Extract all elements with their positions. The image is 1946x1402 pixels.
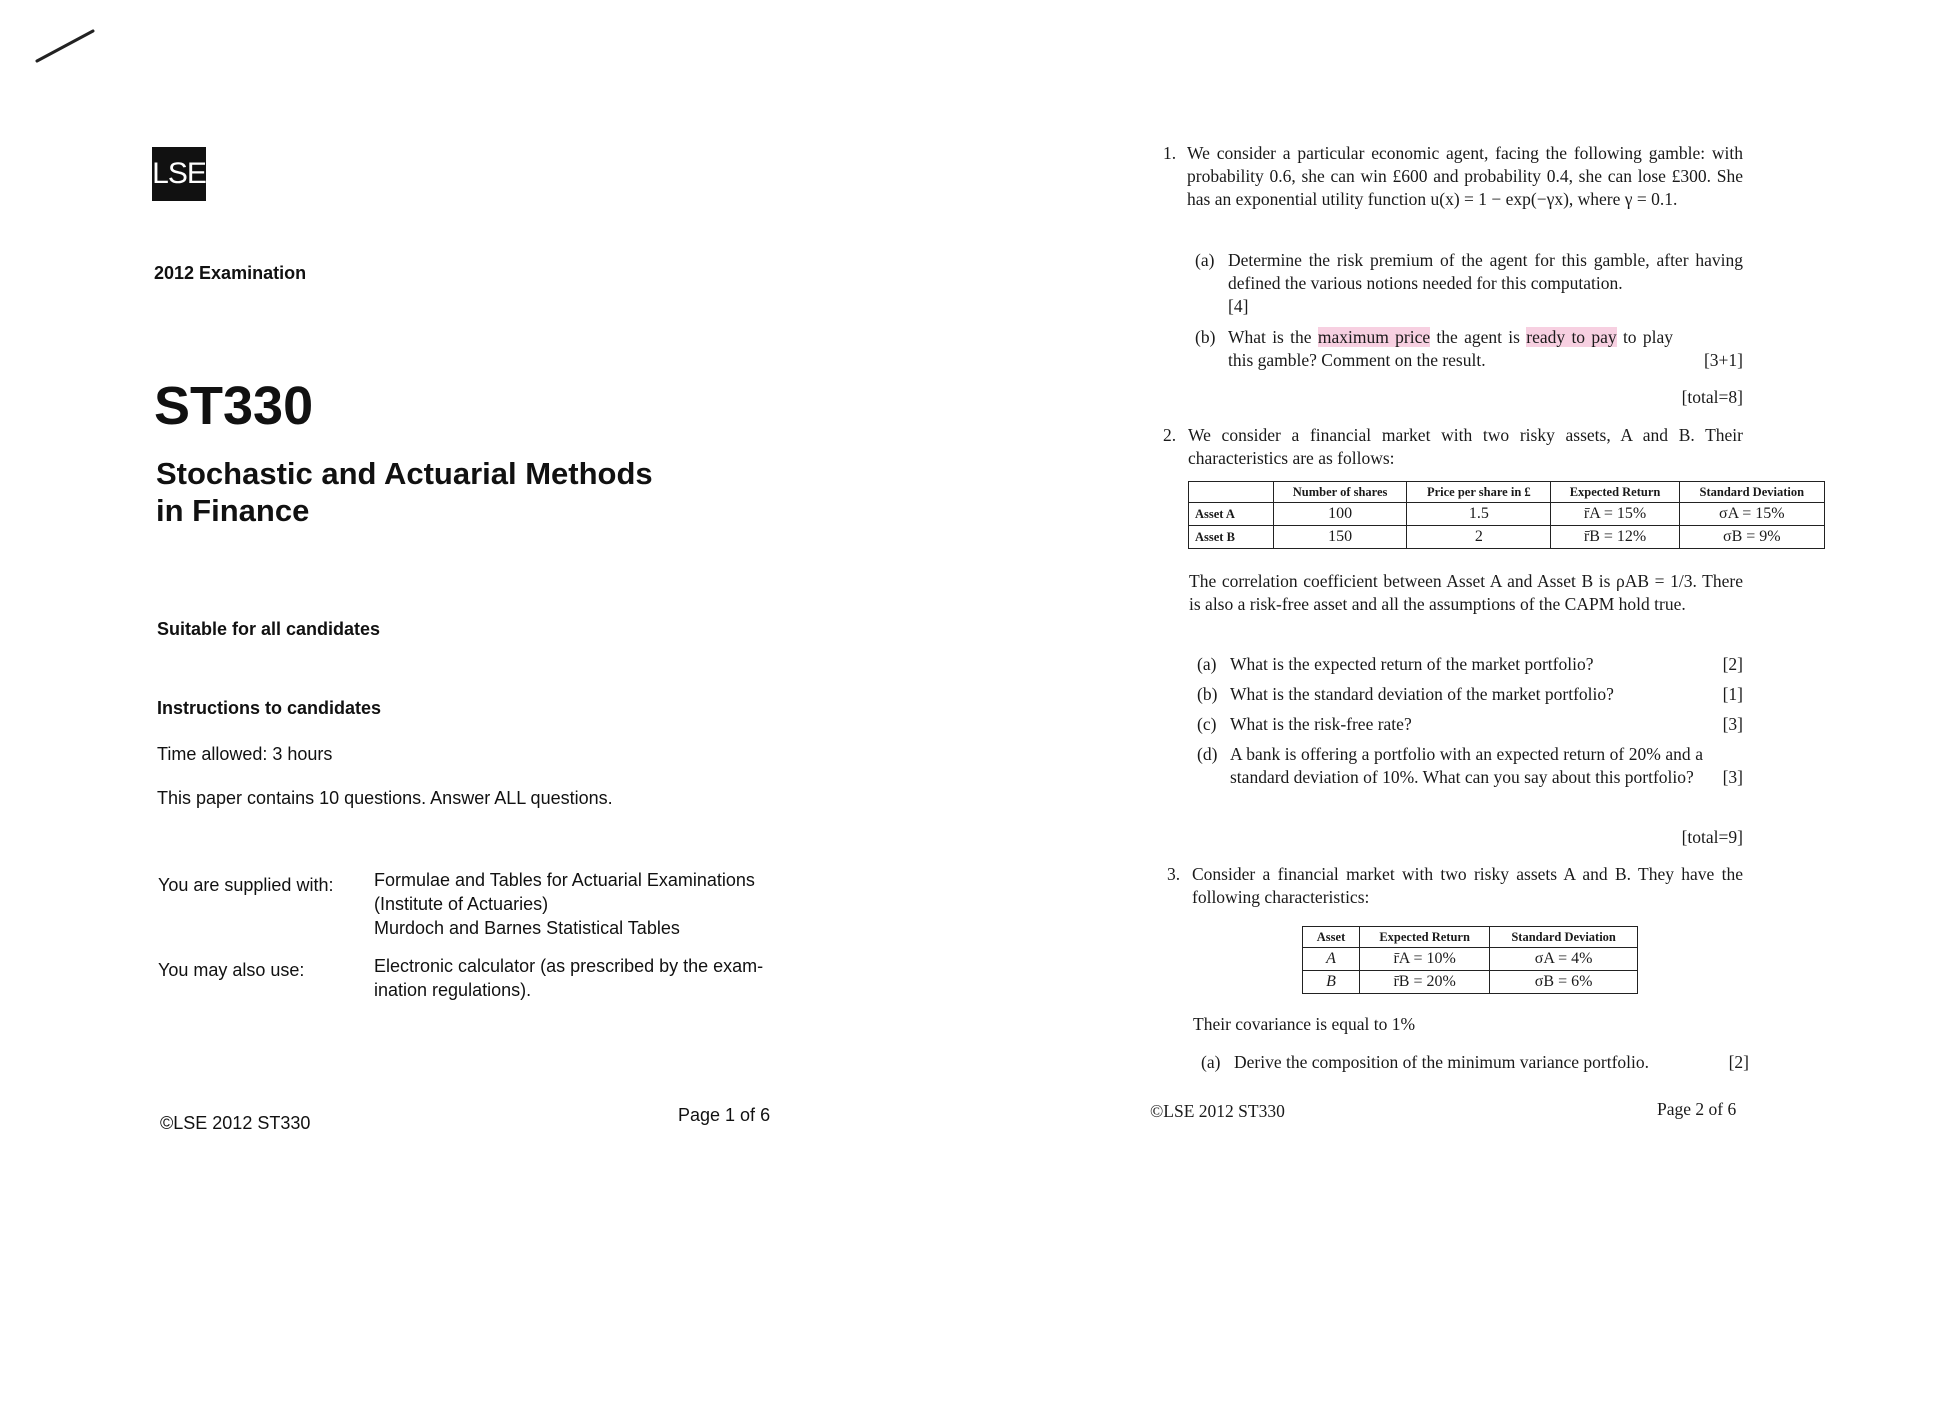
course-title-line1: Stochastic and Actuarial Methods xyxy=(156,456,653,491)
part-label: (d) xyxy=(1197,744,1218,764)
also-use-label: You may also use: xyxy=(158,960,305,980)
part-label: (b) xyxy=(1195,327,1216,347)
table-cell: r̄B = 12% xyxy=(1551,526,1679,549)
part-label: (a) xyxy=(1201,1052,1221,1072)
suitable-note: Suitable for all candidates xyxy=(157,619,381,639)
part-text: Derive the composition of the minimum variance portfolio. xyxy=(1234,1052,1650,1072)
table-cell: Asset A xyxy=(1189,503,1274,526)
part-label: (a) xyxy=(1197,654,1217,674)
question-3 xyxy=(1167,863,1743,909)
footer-copyright-right: ©LSE 2012 ST330 xyxy=(1150,1101,1285,1121)
question-2-parts xyxy=(1197,653,1743,789)
highlighted-text: maximum price xyxy=(1317,327,1431,347)
table-row xyxy=(1303,971,1638,994)
instructions-heading: Instructions to candidates xyxy=(157,698,382,718)
text-run: What is the xyxy=(1228,327,1318,347)
table-cell: σB = 9% xyxy=(1679,526,1824,549)
table-header-row xyxy=(1189,482,1825,503)
footer-copyright-left: ©LSE 2012 ST330 xyxy=(160,1113,311,1133)
part-label: (a) xyxy=(1195,250,1215,270)
course-title xyxy=(156,455,756,529)
supplied-item: Murdoch and Barnes Statistical Tables xyxy=(374,918,680,938)
table-cell: σA = 4% xyxy=(1490,948,1638,971)
lse-logo: LSE xyxy=(152,147,206,201)
part-text: A bank is offering a portfolio with an expected return of 20% and a standard deviation of 10%. What can you say about this portfolio? xyxy=(1230,744,1703,787)
question-text: We consider a particular economic agent, facing the following gamble: with probability 0.6, she can win £600 and probability 0.4, she can lose £300. She has an exponential utility function u(x) = 1 − exp(−γx), where γ = 0.1. xyxy=(1187,143,1743,209)
table-cell: 2 xyxy=(1407,526,1551,549)
table-header-cell: Expected Return xyxy=(1360,927,1490,948)
part-mark: [1] xyxy=(1722,684,1743,704)
question-2-total: [total=9] xyxy=(1681,827,1743,847)
part-mark: [3+1] xyxy=(1703,350,1743,370)
part-text: Determine the risk premium of the agent for this gamble, after having defined the various notions needed for this computation. xyxy=(1228,250,1743,293)
table-cell: r̄A = 10% xyxy=(1360,948,1490,971)
part-text: What is the expected return of the market portfolio? xyxy=(1230,654,1594,674)
question-part xyxy=(1197,713,1743,743)
table-row xyxy=(1189,526,1825,549)
table-row xyxy=(1189,503,1825,526)
table-header-cell: Price per share in £ xyxy=(1407,482,1551,503)
question-part xyxy=(1197,653,1743,683)
table-header-row xyxy=(1303,927,1638,948)
part-mark: [3] xyxy=(1722,767,1743,787)
asset-table-q2 xyxy=(1188,481,1825,549)
table-cell: Asset B xyxy=(1189,526,1274,549)
table-cell: σA = 15% xyxy=(1679,503,1824,526)
question-text: We consider a financial market with two risky assets, A and B. Their characteristics are as follows: xyxy=(1188,425,1743,468)
supplied-item: Formulae and Tables for Actuarial Examinations xyxy=(374,870,755,890)
table-cell: σB = 6% xyxy=(1490,971,1638,994)
exam-year: 2012 Examination xyxy=(154,263,307,283)
supplied-label: You are supplied with: xyxy=(158,875,334,895)
table-cell: 150 xyxy=(1274,526,1407,549)
question-number: 2. xyxy=(1163,425,1177,445)
highlighted-text: ready to pay xyxy=(1526,327,1617,347)
footer-page-left: Page 1 of 6 xyxy=(678,1105,771,1125)
text-run: to play this gamble? Comment on the result. xyxy=(1228,327,1673,370)
part-mark: [2] xyxy=(1722,654,1743,674)
footer-page-right: Page 2 of 6 xyxy=(1657,1099,1737,1119)
course-title-line2: in Finance xyxy=(156,493,310,528)
course-code: ST330 xyxy=(154,376,314,436)
part-label: (b) xyxy=(1197,684,1218,704)
table-cell: B xyxy=(1303,971,1360,994)
asset-table-q3 xyxy=(1302,926,1638,994)
question-number: 3. xyxy=(1167,864,1181,884)
pen-mark-icon xyxy=(35,25,105,75)
question-3-covariance: Their covariance is equal to 1% xyxy=(1193,1014,1416,1034)
table-cell: 1.5 xyxy=(1407,503,1551,526)
part-text: What is the standard deviation of the market portfolio? xyxy=(1230,684,1614,704)
also-use-items xyxy=(374,954,804,1002)
table-header-cell: Standard Deviation xyxy=(1679,482,1824,503)
table-header-cell: Number of shares xyxy=(1274,482,1407,503)
time-allowed: Time allowed: 3 hours xyxy=(157,744,333,764)
part-mark: [2] xyxy=(1728,1052,1749,1072)
question-3a xyxy=(1201,1051,1749,1075)
question-part xyxy=(1197,743,1743,789)
supplied-item: (Institute of Actuaries) xyxy=(374,894,549,914)
table-header-cell: Standard Deviation xyxy=(1490,927,1638,948)
table-header-cell: Asset xyxy=(1303,927,1360,948)
table-cell: r̄A = 15% xyxy=(1551,503,1679,526)
question-text: Consider a financial market with two risky assets A and B. They have the following characteristics: xyxy=(1192,864,1743,907)
question-1b xyxy=(1195,326,1743,372)
table-cell: A xyxy=(1303,948,1360,971)
part-mark: [3] xyxy=(1722,714,1743,734)
part-label: (c) xyxy=(1197,714,1217,734)
question-2 xyxy=(1163,424,1743,470)
part-text xyxy=(1228,326,1743,372)
text-run: the agent is xyxy=(1430,327,1527,347)
table-cell: r̄B = 20% xyxy=(1360,971,1490,994)
table-cell: 100 xyxy=(1274,503,1407,526)
table-header-cell: Expected Return xyxy=(1551,482,1679,503)
table-row xyxy=(1303,948,1638,971)
question-2-context: The correlation coefficient between Asset A and Asset B is ρAB = 1/3. There is also a risk-free asset and all the assumptions of the CAPM hold true. xyxy=(1189,571,1743,614)
question-1a xyxy=(1195,249,1743,318)
table-header-cell xyxy=(1189,482,1274,503)
also-use-item: ination regulations). xyxy=(374,980,532,1000)
also-use-item: Electronic calculator (as prescribed by the exam- xyxy=(374,956,764,976)
supplied-items xyxy=(374,868,755,940)
question-part xyxy=(1197,683,1743,713)
part-mark: [4] xyxy=(1228,296,1249,316)
question-1 xyxy=(1163,142,1743,211)
part-text: What is the risk-free rate? xyxy=(1230,714,1412,734)
question-number: 1. xyxy=(1163,143,1177,163)
question-1-total: [total=8] xyxy=(1681,387,1743,407)
paper-contains: This paper contains 10 questions. Answer ALL questions. xyxy=(157,788,613,808)
